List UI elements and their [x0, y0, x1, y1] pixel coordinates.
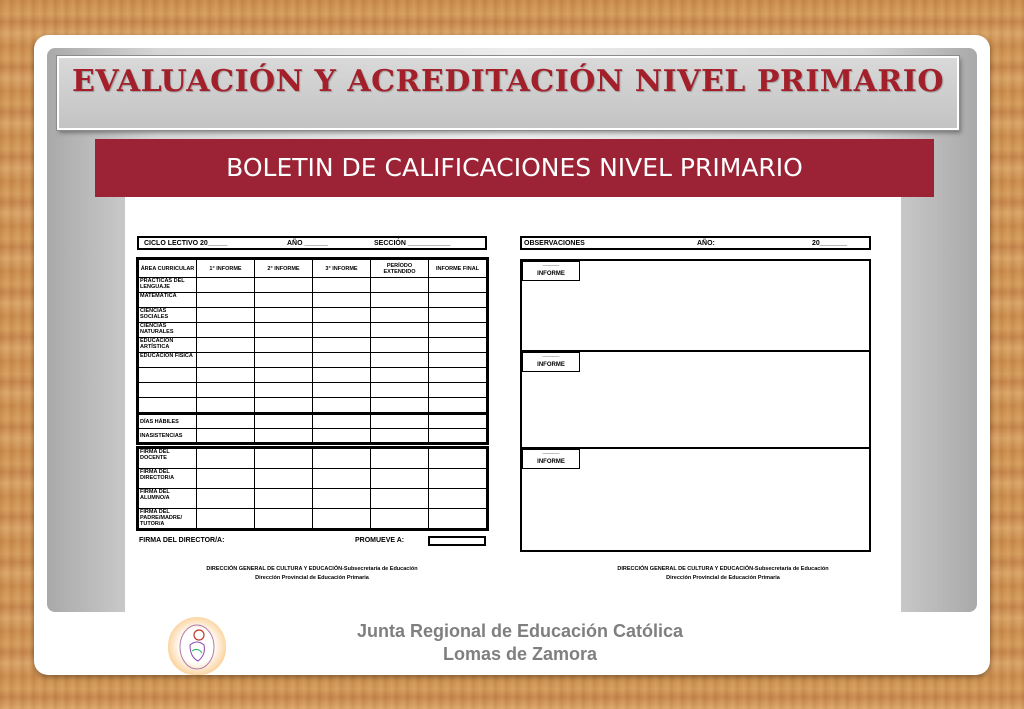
- left-doc-footer-1: DIRECCIÓN GENERAL DE CULTURA Y EDUCACIÓN-Subsecretaría de Educación: [206, 566, 418, 572]
- grade-cell: [255, 278, 313, 293]
- table-row: [139, 353, 487, 368]
- grade-cell: [255, 293, 313, 308]
- subtitle-banner: BOLETIN DE CALIFICACIONES NIVEL PRIMARIO: [95, 139, 934, 197]
- grade-cell: [371, 338, 429, 353]
- grade-cell: [371, 308, 429, 323]
- grade-cell: [197, 383, 255, 398]
- col-periodo-extendido: PERÍODO EXTENDIDO: [371, 260, 429, 278]
- grade-cell: [197, 449, 255, 469]
- col-informe-3: 3° INFORME: [313, 260, 371, 278]
- grade-cell: [197, 293, 255, 308]
- grade-cell: [313, 308, 371, 323]
- table-row: [139, 323, 487, 338]
- table-row: [139, 293, 487, 308]
- grade-cell: [371, 469, 429, 489]
- grade-cell: [197, 308, 255, 323]
- left-header-box: [137, 236, 487, 250]
- grade-cell: [313, 489, 371, 509]
- footer-location: Lomas de Zamora: [442, 644, 598, 664]
- attendance-table: [138, 414, 487, 443]
- area-label: EDUCACIÓN FÍSICA: [139, 353, 197, 368]
- grade-cell: [429, 449, 487, 469]
- grade-cell: [255, 353, 313, 368]
- grade-cell: [429, 323, 487, 338]
- observaciones-label: OBSERVACIONES: [524, 240, 585, 247]
- grade-cell: [197, 398, 255, 413]
- grades-table: [138, 259, 487, 413]
- grade-cell: [313, 398, 371, 413]
- grade-cell: [313, 338, 371, 353]
- grade-cell: [255, 368, 313, 383]
- grades-header-row: [139, 260, 487, 278]
- table-row: [139, 368, 487, 383]
- grade-cell: [313, 469, 371, 489]
- grade-cell: [255, 449, 313, 469]
- table-row: [139, 383, 487, 398]
- grade-cell: [429, 368, 487, 383]
- grade-cell: [371, 278, 429, 293]
- logo-figure-icon: [168, 617, 226, 675]
- area-label: CIENCIAS NATURALES: [139, 323, 197, 338]
- area-label: [139, 398, 197, 413]
- informe-section-2: [520, 351, 871, 448]
- grade-cell: [313, 449, 371, 469]
- right-anio-value: 20_______: [812, 240, 848, 247]
- table-row: [139, 509, 487, 529]
- grade-cell: [429, 429, 487, 443]
- grade-cell: [429, 469, 487, 489]
- table-row: [139, 308, 487, 323]
- grade-cell: [313, 429, 371, 443]
- grade-cell: [255, 338, 313, 353]
- grade-cell: [371, 429, 429, 443]
- grade-cell: [255, 383, 313, 398]
- grade-cell: [313, 415, 371, 429]
- grade-cell: [371, 368, 429, 383]
- grade-cell: [197, 368, 255, 383]
- report-card-document: [125, 197, 901, 612]
- signature-label: FIRMA DEL ALUMNO/A: [139, 489, 197, 509]
- grade-cell: [371, 293, 429, 308]
- grade-cell: [313, 278, 371, 293]
- grade-cell: [429, 293, 487, 308]
- table-row: [139, 338, 487, 353]
- grade-cell: [255, 469, 313, 489]
- grade-cell: [429, 278, 487, 293]
- grade-cell: [313, 383, 371, 398]
- table-row: [139, 398, 487, 413]
- grade-cell: [313, 353, 371, 368]
- grade-cell: [197, 509, 255, 529]
- promueve-box: [428, 536, 486, 546]
- signature-label: FIRMA DEL PADRE/MADRE/ TUTOR/A: [139, 509, 197, 529]
- col-informe-final: INFORME FINAL: [429, 260, 487, 278]
- grade-cell: [429, 338, 487, 353]
- grade-cell: [197, 489, 255, 509]
- grade-cell: [429, 489, 487, 509]
- signature-label: FIRMA DEL DOCENTE: [139, 449, 197, 469]
- grade-cell: [429, 308, 487, 323]
- grade-cell: [371, 353, 429, 368]
- table-row: [139, 489, 487, 509]
- table-row: [139, 415, 487, 429]
- informe-label: _____ INFORME: [522, 352, 580, 372]
- grade-cell: [429, 415, 487, 429]
- anio-field: AÑO ______: [287, 240, 328, 247]
- area-label: PRÁCTICAS DEL LENGUAJE: [139, 278, 197, 293]
- grade-cell: [255, 323, 313, 338]
- grade-cell: [371, 415, 429, 429]
- footer-org-name: Junta Regional de Educación Católica: [356, 621, 684, 641]
- grade-cell: [429, 509, 487, 529]
- grade-cell: [371, 398, 429, 413]
- col-informe-2: 2° INFORME: [255, 260, 313, 278]
- col-area: ÁREA CURRICULAR: [139, 260, 197, 278]
- col-informe-1: 1° INFORME: [197, 260, 255, 278]
- table-row: [139, 429, 487, 443]
- grade-cell: [197, 469, 255, 489]
- area-label: MATEMÁTICA: [139, 293, 197, 308]
- grade-cell: [313, 293, 371, 308]
- area-label: [139, 368, 197, 383]
- grade-cell: [255, 509, 313, 529]
- grade-cell: [197, 415, 255, 429]
- grade-cell: [371, 489, 429, 509]
- grade-cell: [255, 308, 313, 323]
- dias-habiles-label: DÍAS HÁBILES: [139, 415, 197, 429]
- table-row: [139, 469, 487, 489]
- junta-logo: [168, 617, 226, 675]
- informe-label: _____ INFORME: [522, 261, 580, 281]
- area-label: CIENCIAS SOCIALES: [139, 308, 197, 323]
- grade-cell: [197, 278, 255, 293]
- grade-cell: [255, 398, 313, 413]
- area-label: EDUCACIÓN ARTÍSTICA: [139, 338, 197, 353]
- grade-cell: [197, 323, 255, 338]
- firma-director-label: FIRMA DEL DIRECTOR/A:: [139, 537, 225, 544]
- grade-cell: [255, 489, 313, 509]
- informe-section-1: [520, 259, 871, 351]
- inasistencias-label: INASISTENCIAS: [139, 429, 197, 443]
- right-doc-footer-2: Dirección Provincial de Educación Primaria: [666, 575, 780, 581]
- grade-cell: [313, 323, 371, 338]
- grade-cell: [255, 415, 313, 429]
- table-row: [139, 278, 487, 293]
- left-doc-footer-2: Dirección Provincial de Educación Primaria: [255, 575, 369, 581]
- table-row: [139, 449, 487, 469]
- informe-section-3: [520, 448, 871, 552]
- area-label: [139, 383, 197, 398]
- grade-cell: [371, 323, 429, 338]
- right-doc-footer-1: DIRECCIÓN GENERAL DE CULTURA Y EDUCACIÓN-Subsecretaría de Educación: [617, 566, 829, 572]
- title-bar: [57, 56, 959, 130]
- informe-label: _____ INFORME: [522, 449, 580, 469]
- right-anio-label: AÑO:: [697, 240, 715, 247]
- grade-cell: [255, 429, 313, 443]
- slide-title: EVALUACIÓN Y ACREDITACIÓN NIVEL PRIMARIO: [72, 64, 944, 99]
- grade-cell: [371, 509, 429, 529]
- signatures-table: [138, 448, 487, 529]
- grade-cell: [429, 398, 487, 413]
- grade-cell: [197, 353, 255, 368]
- grade-cell: [313, 509, 371, 529]
- seccion-field: SECCIÓN ___________: [374, 240, 451, 247]
- grade-cell: [197, 429, 255, 443]
- signature-label: FIRMA DEL DIRECTOR/A: [139, 469, 197, 489]
- promueve-label: PROMUEVE A:: [355, 537, 405, 544]
- ciclo-lectivo-field: CICLO LECTIVO 20_____: [144, 240, 228, 247]
- observaciones-header-box: [520, 236, 871, 250]
- grade-cell: [313, 368, 371, 383]
- grade-cell: [371, 383, 429, 398]
- grade-cell: [429, 383, 487, 398]
- grade-cell: [371, 449, 429, 469]
- grade-cell: [197, 338, 255, 353]
- grade-cell: [429, 353, 487, 368]
